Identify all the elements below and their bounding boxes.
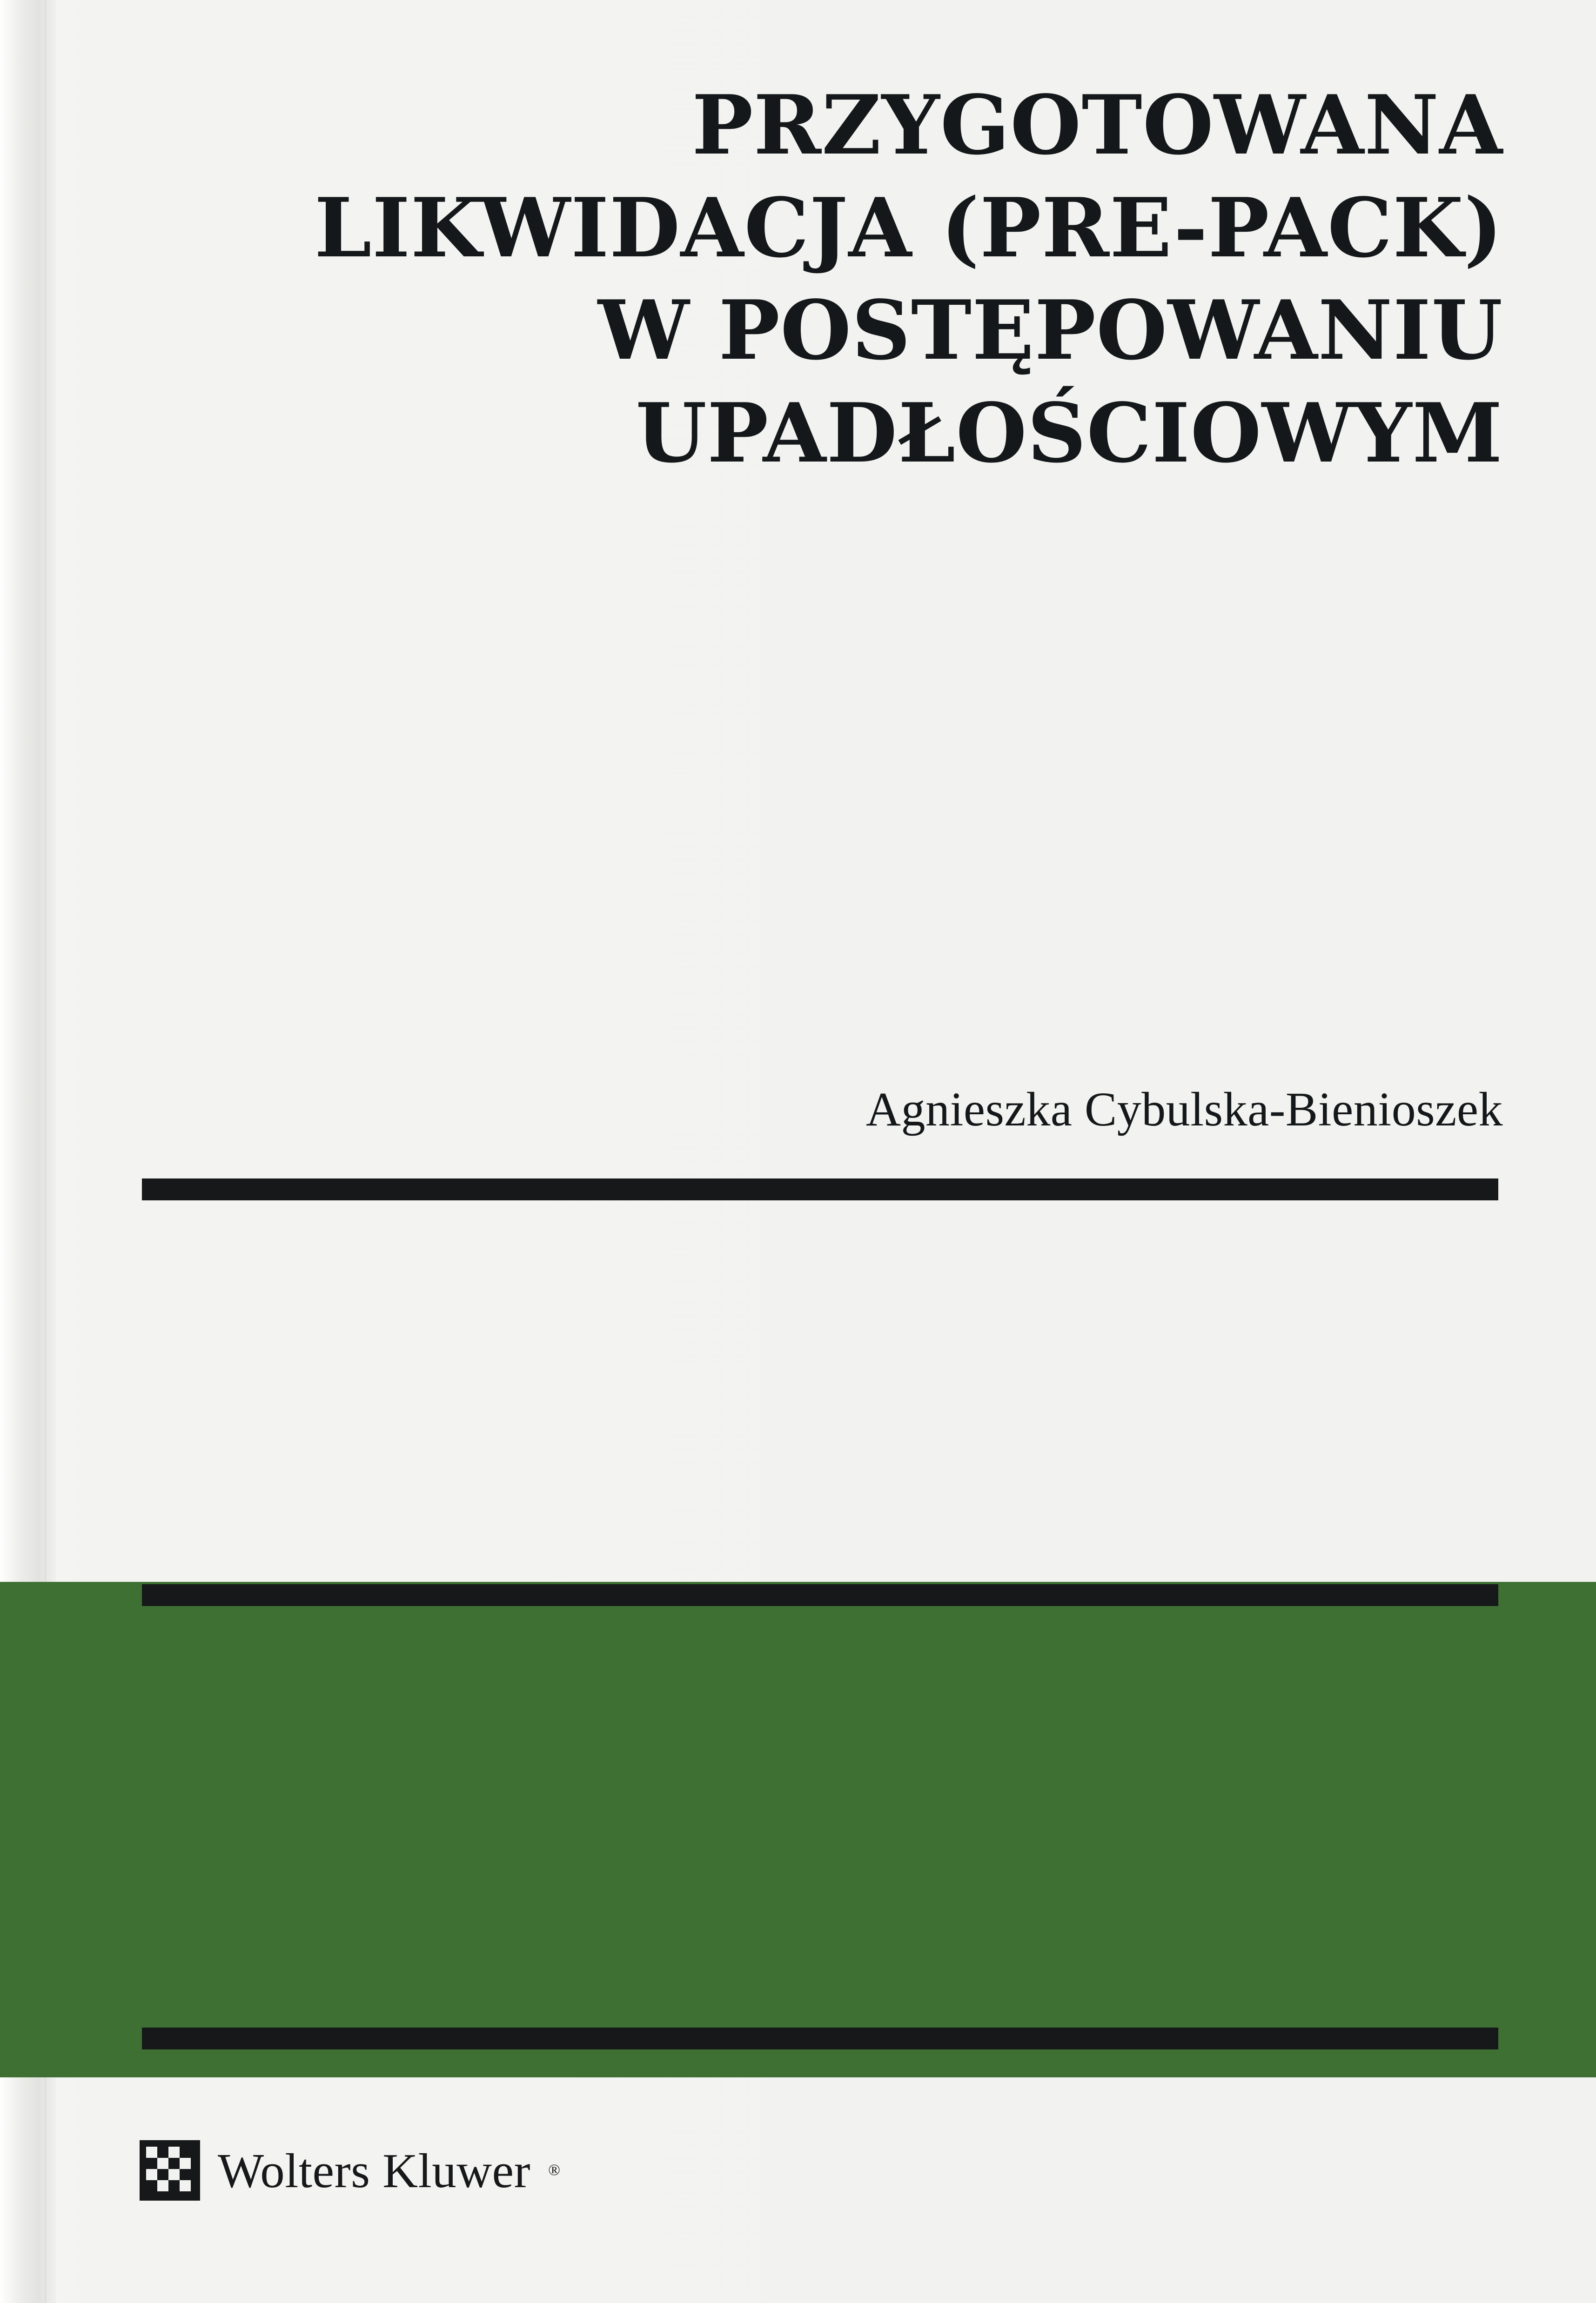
wolters-kluwer-checker-logo-icon <box>140 2140 200 2201</box>
title-line-3: W POSTĘPOWANIU <box>597 283 1503 378</box>
title-line-2: LIKWIDACJA (PRE-PACK) <box>314 180 1503 276</box>
divider-rule-middle <box>142 1584 1498 1606</box>
book-author: Agnieszka Cybulska-Bienioszek <box>865 1083 1503 1136</box>
title-line-4: UPADŁOŚCIOWYM <box>636 385 1503 481</box>
title-line-1: PRZYGOTOWANA <box>691 78 1503 173</box>
divider-rule-top <box>142 1178 1498 1200</box>
publisher-name: Wolters Kluwer <box>218 2143 531 2198</box>
publisher-block <box>140 2140 560 2201</box>
book-title <box>140 74 1503 485</box>
divider-rule-bottom <box>142 2028 1498 2049</box>
green-color-band <box>0 1582 1596 2077</box>
registered-trademark-mark: ® <box>548 2162 560 2179</box>
